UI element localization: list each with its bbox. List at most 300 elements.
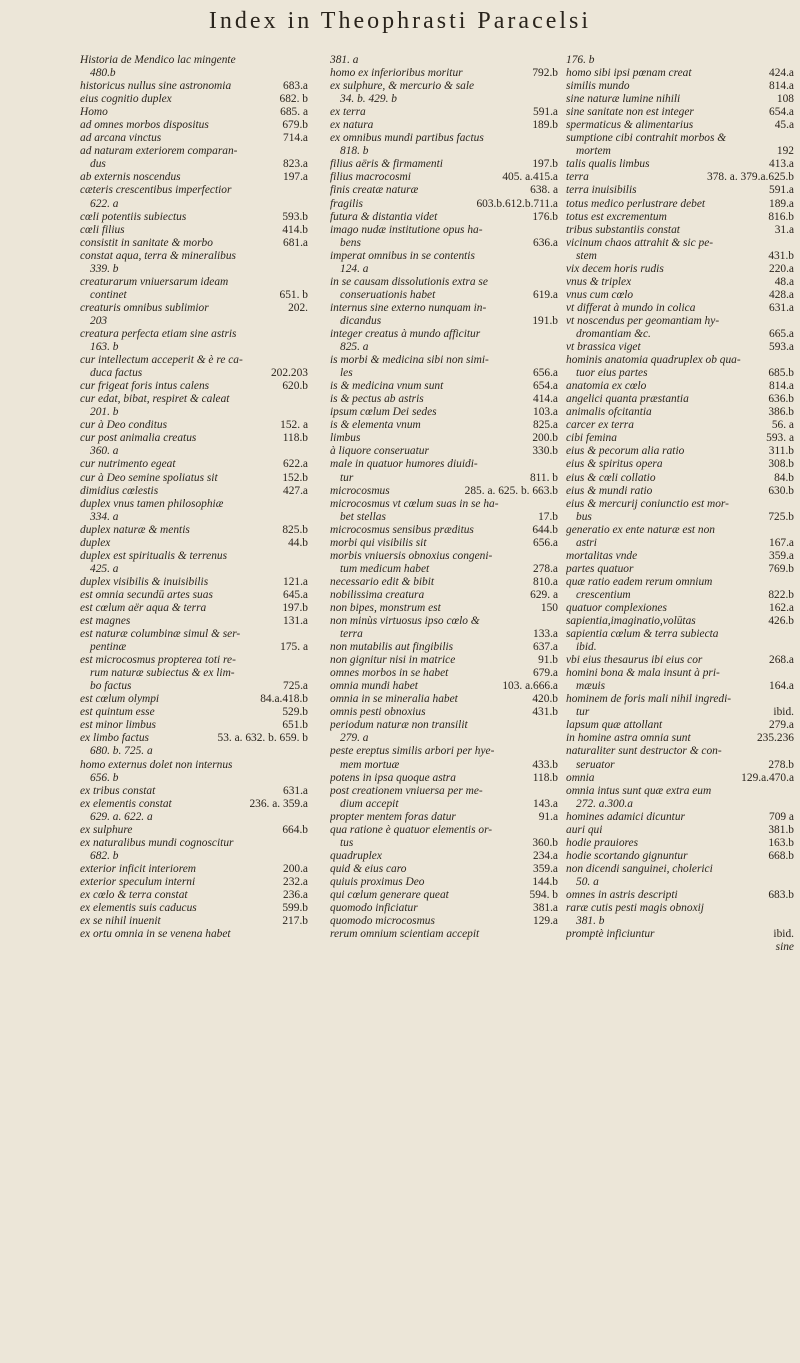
- page-reference: 200.b: [529, 432, 558, 445]
- page-reference: 48.a: [772, 276, 794, 289]
- page-reference: 428.a: [766, 289, 794, 302]
- index-entry: [80, 511, 308, 524]
- page-reference: 656.a: [530, 537, 558, 550]
- index-entry: [566, 615, 794, 628]
- index-entry: [330, 67, 558, 80]
- index-entry: [80, 171, 308, 184]
- index-entry: [566, 315, 794, 328]
- page-reference: 814.a: [766, 80, 794, 93]
- entry-text: homini bona & mala insunt à pri-: [566, 667, 720, 680]
- page-reference: 31.a: [772, 224, 794, 237]
- page-reference: 636.b: [765, 393, 794, 406]
- entry-text: duplex est spiritualis & terrenus: [80, 549, 228, 562]
- entry-text: creaturis omnibus sublimior: [80, 301, 209, 314]
- index-entry: [80, 693, 308, 706]
- entry-text: ex tribus constat: [80, 784, 156, 797]
- entry-text: historicus nullus sine astronomia: [80, 80, 232, 93]
- index-entry: [566, 941, 794, 954]
- entry-text: hodie scortando gignuntur: [566, 849, 688, 862]
- index-entry: [330, 132, 558, 145]
- entry-text: cibi femina: [566, 432, 617, 445]
- entry-text: continet: [90, 288, 127, 301]
- page-reference: 792.b: [529, 67, 558, 80]
- page-reference: 645.a: [280, 589, 308, 602]
- page-reference: 631.a: [280, 785, 308, 798]
- page-reference: 620.b: [279, 380, 308, 393]
- index-entry: [80, 928, 308, 941]
- entry-text: ex ortu omnia in se venena habet: [80, 928, 231, 941]
- index-entry: [330, 641, 558, 654]
- entry-text: sumptione cibi contrahit morbos &: [566, 132, 727, 145]
- entry-text: mæuis: [576, 680, 606, 693]
- index-entry: [80, 184, 308, 197]
- entry-text: filius macrocosmi: [330, 171, 411, 184]
- index-entry: [566, 367, 794, 380]
- index-entry: [330, 563, 558, 576]
- page-reference: 234.a: [530, 850, 558, 863]
- entry-text: 360. a: [90, 445, 119, 458]
- entry-text: duplex visibilis & inuisibilis: [80, 575, 209, 588]
- page-reference: 359.a: [766, 550, 794, 563]
- index-entry: [330, 432, 558, 445]
- index-entry: [566, 393, 794, 406]
- index-entry: [566, 811, 794, 824]
- entry-text: integer creatus à mundo afficitur: [330, 327, 481, 340]
- page-reference: 285. a. 625. b. 663.b: [462, 485, 558, 498]
- page-reference: 594. b: [527, 889, 558, 902]
- page-reference: 103. a.666.a: [499, 680, 558, 693]
- index-entry: [566, 785, 794, 798]
- index-entry: [80, 106, 308, 119]
- index-entry: [566, 328, 794, 341]
- entry-text: est naturæ columbinæ simul & ser-: [80, 628, 241, 641]
- entry-text: microcosmus: [330, 484, 390, 497]
- entry-text: creaturarum vniuersarum ideam: [80, 275, 229, 288]
- entry-text: est omnia secundū artes suas: [80, 588, 213, 601]
- index-entry: [80, 198, 308, 211]
- entry-text: anatomia ex cœlo: [566, 380, 647, 393]
- page-reference: 413.a: [766, 158, 794, 171]
- page-reference: 164.a: [766, 680, 794, 693]
- index-entry: [566, 380, 794, 393]
- index-entry: [566, 263, 794, 276]
- page-reference: 45.a: [772, 119, 794, 132]
- entry-text: qui cœlum generare queat: [330, 889, 449, 901]
- index-entry: [80, 667, 308, 680]
- entry-text: creatura perfecta etiam sine astris: [80, 327, 237, 340]
- index-entry: [330, 315, 558, 328]
- entry-text: ex cœlo & terra constat: [80, 889, 188, 901]
- entry-text: hominem de foris mali nihil ingredi-: [566, 693, 732, 706]
- index-entry: [566, 628, 794, 641]
- index-entry: [80, 485, 308, 498]
- page-reference: 593.a: [766, 341, 794, 354]
- entry-text: 629. a. 622. a: [90, 810, 153, 823]
- index-entry: [80, 785, 308, 798]
- page-reference: 591.a: [766, 184, 794, 197]
- index-entry: [80, 524, 308, 537]
- index-entry: [80, 80, 308, 93]
- entry-text: homo ex inferioribus moritur: [330, 67, 463, 80]
- page-reference: 202.203: [268, 367, 308, 380]
- entry-text: morbis vniuersis obnoxius congeni-: [330, 549, 493, 562]
- index-entry: [566, 876, 794, 889]
- entry-text: imperat omnibus in se contentis: [330, 249, 475, 262]
- index-entry: [80, 445, 308, 458]
- page-reference: 378. a. 379.a.625.b: [704, 171, 794, 184]
- page-reference: 825.b: [279, 524, 308, 537]
- index-entry: [566, 772, 794, 785]
- index-entry: [330, 158, 558, 171]
- entry-text: terra: [340, 628, 363, 641]
- entry-text: cur edat, bibat, respiret & caleat: [80, 393, 230, 406]
- page-reference: 150: [538, 602, 558, 615]
- index-entry: [566, 458, 794, 471]
- entry-text: carcer ex terra: [566, 419, 634, 432]
- index-entry: [330, 850, 558, 863]
- page-reference: 359.a: [530, 863, 558, 876]
- entry-text: ex elementis suis caducus: [80, 902, 197, 915]
- index-entry: [80, 876, 308, 889]
- index-entry: [566, 537, 794, 550]
- entry-text: bet stellas: [340, 510, 386, 523]
- entry-text: is morbi & medicina sibi non simi-: [330, 354, 489, 367]
- index-entry: [330, 119, 558, 132]
- index-entry: [566, 106, 794, 119]
- page-reference: 414.a: [530, 393, 558, 406]
- index-entry: [330, 706, 558, 719]
- index-entry: [80, 537, 308, 550]
- entry-text: spermaticus & alimentarius: [566, 119, 694, 132]
- entry-text: tus: [340, 836, 354, 849]
- index-entry: [330, 798, 558, 811]
- entry-text: cur à Deo semine spoliatus sit: [80, 471, 218, 484]
- entry-text: is & pectus ab astris: [330, 393, 424, 406]
- entry-text: homo externus dolet non internus: [80, 758, 233, 771]
- index-entry: [330, 250, 558, 263]
- page-reference: 103.a: [530, 406, 558, 419]
- index-entry: [80, 732, 308, 745]
- page-reference: 197.a: [280, 171, 308, 184]
- entry-text: dimidius cœlestis: [80, 484, 159, 497]
- entry-text: propter mentem foras datur: [330, 810, 456, 823]
- page-reference: 167.a: [766, 537, 794, 550]
- entry-text: naturaliter sunt destructor & con-: [566, 745, 722, 758]
- index-entry: [330, 876, 558, 889]
- page-reference: 685. a: [277, 106, 308, 119]
- index-entry: [330, 302, 558, 315]
- entry-text: ex elementis constat: [80, 797, 172, 810]
- index-entry: [566, 798, 794, 811]
- entry-text: vicinum chaos attrahit & sic pe-: [566, 236, 714, 249]
- page-reference: 593.b: [279, 211, 308, 224]
- index-entry: [80, 406, 308, 419]
- index-entry: [566, 289, 794, 302]
- index-entry: [330, 511, 558, 524]
- entry-text: bus: [576, 510, 592, 523]
- page-reference: 651. b: [277, 289, 308, 302]
- entry-text: crescentium: [576, 588, 631, 601]
- index-entry: [80, 315, 308, 328]
- index-entry: [330, 328, 558, 341]
- page-reference: 192: [774, 145, 794, 158]
- page-reference: 622.a: [280, 458, 308, 471]
- entry-text: ex terra: [330, 106, 366, 119]
- entry-text: non dicendi sanguinei, cholerici: [566, 862, 713, 875]
- page-reference: 311.b: [766, 445, 794, 458]
- page-reference: 631.a: [766, 302, 794, 315]
- index-entry: [330, 719, 558, 732]
- entry-text: est cœlum aër aqua & terra: [80, 601, 207, 614]
- index-entry: [80, 263, 308, 276]
- index-entry: [566, 680, 794, 693]
- page-reference: 681.a: [280, 237, 308, 250]
- page-reference: 654.a: [530, 380, 558, 393]
- index-entry: [566, 224, 794, 237]
- page-reference: 414.b: [279, 224, 308, 237]
- page-reference: 656.a: [530, 367, 558, 380]
- page-reference: 91.a: [536, 811, 558, 824]
- page-reference: 629. a: [527, 589, 558, 602]
- index-entry: [566, 745, 794, 758]
- entry-text: quomodo microcosmus: [330, 915, 435, 928]
- index-entry: [80, 237, 308, 250]
- entry-text: sapientia,imaginatio,volūtas: [566, 615, 696, 628]
- page-reference: 129.a.470.a: [738, 772, 794, 785]
- entry-text: periodum naturæ non transilit: [330, 719, 468, 732]
- entry-text: eius & mundi ratio: [566, 484, 653, 497]
- page-reference: 431.b: [529, 706, 558, 719]
- entry-text: astri: [576, 536, 597, 549]
- index-entry: [566, 406, 794, 419]
- index-entry: [80, 759, 308, 772]
- index-entry: [80, 250, 308, 263]
- index-entry: [80, 719, 308, 732]
- entry-text: duca factus: [90, 367, 143, 380]
- entry-text: 680. b. 725. a: [90, 745, 153, 758]
- page-reference: 664.b: [279, 824, 308, 837]
- entry-text: tur: [340, 471, 354, 484]
- entry-text: bo factus: [90, 680, 132, 693]
- entry-text: in homine astra omnia sunt: [566, 732, 691, 745]
- index-entry: [330, 406, 558, 419]
- page-reference: 685.b: [765, 367, 794, 380]
- page-reference: 162.a: [766, 602, 794, 615]
- entry-text: vnus cum cœlo: [566, 288, 634, 301]
- entry-text: nobilissima creatura: [330, 588, 425, 601]
- index-entry: [330, 824, 558, 837]
- index-entry: [80, 902, 308, 915]
- index-entry: [80, 380, 308, 393]
- entry-text: cœli filius: [80, 223, 125, 236]
- page-reference: 637.a: [530, 641, 558, 654]
- index-entry: [80, 602, 308, 615]
- page-reference: ibid.: [770, 928, 794, 941]
- page-reference: 236.a: [280, 889, 308, 902]
- index-entry: [80, 224, 308, 237]
- index-entry: [330, 615, 558, 628]
- page-reference: 386.b: [765, 406, 794, 419]
- page-reference: 619.a: [530, 289, 558, 302]
- page-reference: 175. a: [277, 641, 308, 654]
- entry-text: est minor limbus: [80, 719, 156, 732]
- entry-text: lapsum quæ attollant: [566, 719, 663, 732]
- page-reference: 278.a: [530, 563, 558, 576]
- index-entry: [566, 276, 794, 289]
- index-entry: [330, 785, 558, 798]
- entry-text: 124. a: [340, 262, 369, 275]
- entry-text: cæteris crescentibus imperfectior: [80, 184, 232, 197]
- index-entry: [80, 211, 308, 224]
- index-entry: [330, 732, 558, 745]
- index-entry: [566, 576, 794, 589]
- entry-text: bens: [340, 236, 361, 249]
- index-entry: [566, 67, 794, 80]
- entry-text: 825. a: [340, 341, 369, 354]
- index-entry: [330, 928, 558, 941]
- index-entry: [566, 850, 794, 863]
- index-entry: [80, 289, 308, 302]
- index-entry: [566, 250, 794, 263]
- index-entry: [330, 367, 558, 380]
- entry-text: 682. b: [90, 849, 119, 862]
- entry-text: 279. a: [340, 732, 369, 745]
- entry-text: cur intellectum acceperit & è re ca-: [80, 354, 243, 367]
- entry-text: 201. b: [90, 406, 119, 419]
- index-entry: [566, 759, 794, 772]
- entry-text: eius & pecorum alia ratio: [566, 445, 685, 458]
- index-entry: [80, 576, 308, 589]
- page-reference: 431.b: [765, 250, 794, 263]
- index-entry: [330, 237, 558, 250]
- index-entry: [80, 458, 308, 471]
- page-reference: ibid.: [770, 706, 794, 719]
- entry-text: ex limbo factus: [80, 732, 149, 745]
- index-entry: [80, 132, 308, 145]
- entry-text: mortem: [576, 145, 611, 158]
- entry-text: 480.b: [90, 67, 116, 80]
- entry-text: fragilis: [330, 197, 363, 210]
- entry-text: 425. a: [90, 562, 119, 575]
- entry-text: in se causam dissolutionis extra se: [330, 275, 488, 288]
- entry-text: ex natura: [330, 119, 374, 132]
- page-reference: 630.b: [765, 485, 794, 498]
- index-entry: [566, 132, 794, 145]
- entry-text: quæ ratio eadem rerum omnium: [566, 575, 713, 588]
- index-entry: [80, 498, 308, 511]
- page-reference: 121.a: [280, 576, 308, 589]
- page-reference: 811. b: [527, 472, 558, 485]
- index-entry: [80, 472, 308, 485]
- entry-text: non mutabilis aut fingibilis: [330, 641, 454, 654]
- page-reference: 651.b: [279, 719, 308, 732]
- entry-text: sine: [775, 941, 794, 954]
- entry-text: promptè inficiuntur: [566, 928, 655, 941]
- entry-text: duplex: [80, 536, 111, 549]
- page-reference: 381.a: [530, 902, 558, 915]
- entry-text: homo sibi ipsi pœnam creat: [566, 67, 692, 80]
- page-reference: 235.236: [754, 732, 794, 745]
- entry-text: quiuis proximus Deo: [330, 875, 425, 888]
- entry-text: 622. a: [90, 197, 119, 210]
- entry-text: 334. a: [90, 510, 119, 523]
- entry-text: sine naturæ lumine nihili: [566, 93, 681, 106]
- page-reference: 53. a. 632. b. 659. b: [215, 732, 309, 745]
- index-entry: [80, 93, 308, 106]
- index-entry: [80, 302, 308, 315]
- index-entry: [330, 445, 558, 458]
- index-entry: [80, 393, 308, 406]
- index-entry: [330, 93, 558, 106]
- entry-text: conseruationis habet: [340, 288, 436, 301]
- entry-text: ex sulphure: [80, 823, 133, 836]
- page-reference: 644.b: [529, 524, 558, 537]
- index-entry: [330, 80, 558, 93]
- page-reference: 814.a: [766, 380, 794, 393]
- entry-text: à liquore conseruatur: [330, 445, 429, 458]
- index-entry: [566, 837, 794, 850]
- index-entry: [330, 915, 558, 928]
- entry-text: necessario edit & bibit: [330, 575, 435, 588]
- page-reference: 202.: [285, 302, 308, 315]
- index-entry: [566, 641, 794, 654]
- index-entry: [330, 380, 558, 393]
- page-reference: 133.a: [530, 628, 558, 641]
- entry-text: dus: [90, 158, 106, 171]
- index-entry: [330, 811, 558, 824]
- page-reference: 668.b: [765, 850, 794, 863]
- entry-text: ab externis noscendus: [80, 171, 181, 184]
- entry-text: non minùs virtuosus ipso cœlo &: [330, 615, 480, 628]
- index-entry: [330, 145, 558, 158]
- entry-text: tuor eius partes: [576, 367, 648, 380]
- index-entry: [330, 550, 558, 563]
- page-reference: 236. a. 359.a: [246, 798, 308, 811]
- entry-text: exterior inficit interiorem: [80, 862, 196, 875]
- index-entry: [566, 863, 794, 876]
- page-reference: 144.b: [529, 876, 558, 889]
- entry-text: similis mundo: [566, 80, 630, 93]
- entry-text: imago nudæ institutione opus ha-: [330, 223, 483, 236]
- entry-text: 272. a.300.a: [576, 797, 633, 810]
- entry-text: 176. b: [566, 54, 595, 66]
- index-entry: [330, 863, 558, 876]
- entry-text: male in quatuor humores diuidi-: [330, 458, 478, 471]
- index-entry: [330, 341, 558, 354]
- page-reference: 279.a: [766, 719, 794, 732]
- page-reference: 638. a: [527, 184, 558, 197]
- page-header: Index in Theophrasti Paracelsi: [208, 8, 592, 34]
- entry-text: vnus & triplex: [566, 275, 632, 288]
- entry-text: cur à Deo conditus: [80, 419, 167, 432]
- entry-text: animalis ofcitantia: [566, 406, 652, 419]
- index-entry: [80, 889, 308, 902]
- page-reference: 91.b: [535, 654, 558, 667]
- index-entry: [80, 341, 308, 354]
- entry-text: constat aqua, terra & mineralibus: [80, 249, 236, 262]
- index-entry: [330, 680, 558, 693]
- index-entry: [566, 171, 794, 184]
- entry-text: qua ratione è quatuor elementis or-: [330, 823, 493, 836]
- index-entry: [566, 719, 794, 732]
- page-reference: 420.b: [529, 693, 558, 706]
- entry-text: terra: [566, 171, 589, 184]
- index-entry: [566, 693, 794, 706]
- entry-text: hodie prauiores: [566, 836, 639, 849]
- entry-text: vix decem horis rudis: [566, 262, 664, 275]
- index-entry: [330, 902, 558, 915]
- entry-text: omnia intus sunt quæ extra eum: [566, 784, 712, 797]
